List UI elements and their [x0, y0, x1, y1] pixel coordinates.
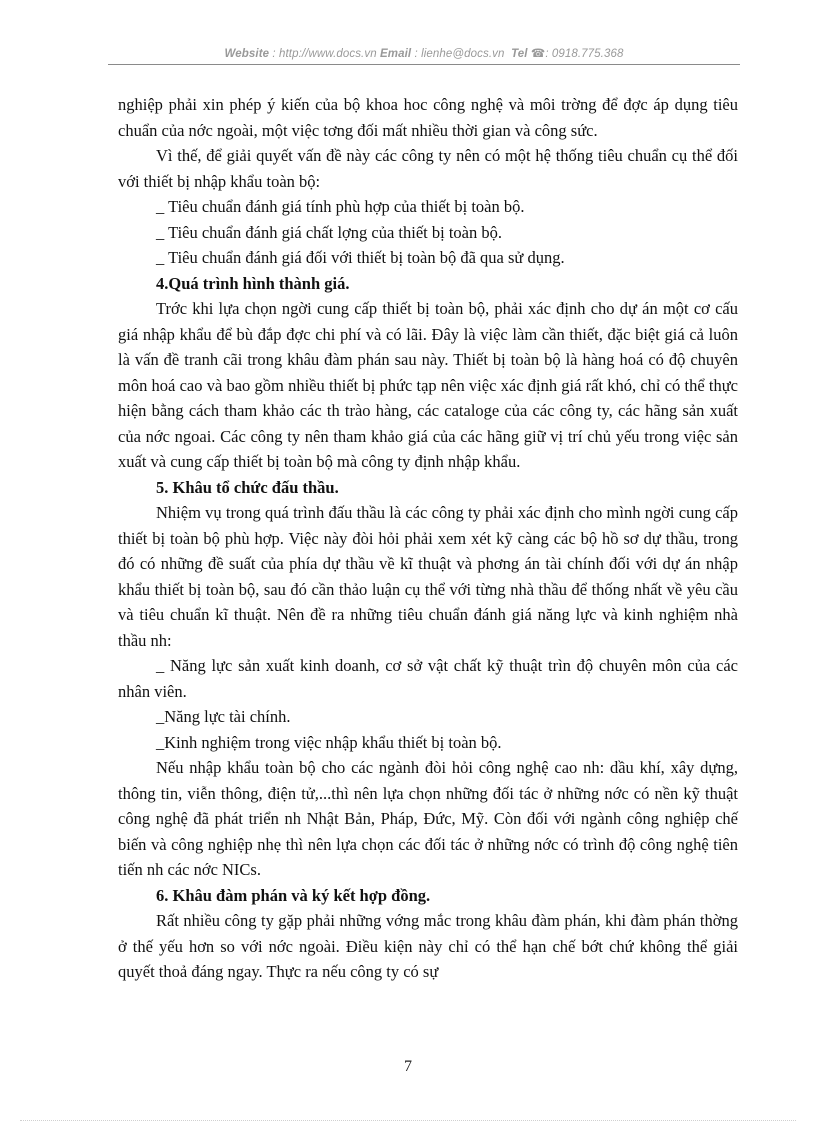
email-label: Email [380, 48, 412, 60]
paragraph: Nhiệm vụ trong quá trình đấu thầu là các công ty phải xác định cho mình ngời cung cấp thiết bị toàn bộ phù hợp. Việc này đòi hỏi phải xem xét kỹ càng các bộ hồ sơ dự thầu, trong đó có những đề suất của phía dự thầu về kĩ thuật và phơng án tài chính đối với dự án nhập khẩu thiết bị toàn bộ, sau đó cần thảo luận cụ thể với từng nhà thầu để thống nhất về yêu cầu và tiêu chuẩn kĩ thuật. Nên đề ra những tiêu chuẩn đánh giá năng lực và kinh nghiệm nhà thầu nh: [118, 503, 738, 650]
website-separator: : [269, 48, 280, 60]
header-divider [108, 64, 740, 65]
paragraph: Rất nhiều công ty gặp phải những vớng mắc trong khâu đàm phán, khi đàm phán thờng ở thế yếu hơn so với nớc ngoài. Điều kiện này chỉ có thể hạn chế bớt chứ không thể giải quyết thoả đáng ngay. Thực ra nếu công ty có sự [118, 911, 738, 981]
paragraph: Nếu nhập khẩu toàn bộ cho các ngành đòi hỏi công nghệ cao nh: dầu khí, xây dựng, thông tin, viễn thông, điện tử,...thì nên lựa chọn những đối tác ở những nớc có nền kỹ thuật công nghệ đã phát triển nh Nhật Bản, Pháp, Đức, Mỹ. Còn đối với ngành công nghiệp chế biến và công nghiệp nhẹ thì nên lựa chọn các đối tác ở những nớc có trình độ công nghệ tiên tiến nh các nớc NICs. [118, 758, 738, 879]
section-heading-4: 4.Quá trình hình thành giá. [156, 273, 350, 293]
list-item: _ Tiêu chuẩn đánh giá chất lợng của thiết bị toàn bộ. [156, 222, 502, 242]
list-item: _ Tiêu chuẩn đánh giá tính phù hợp của thiết bị toàn bộ. [156, 197, 525, 216]
tel-number: 0918.775.368 [551, 48, 624, 60]
list-item: _ Năng lực sản xuất kinh doanh, cơ sở vật chất kỹ thuật trìn độ chuyên môn của các nhân viên. [118, 656, 738, 701]
website-label: Website [224, 48, 270, 60]
section-heading-5: 5. Khâu tổ chức đấu thầu. [156, 477, 339, 497]
section-heading-6: 6. Khâu đàm phán và ký kết hợp đồng. [156, 885, 431, 905]
page-header [108, 46, 740, 60]
list-item: _Năng lực tài chính. [156, 707, 291, 726]
email-separator: : [411, 48, 422, 60]
list-item: _Kinh nghiệm trong việc nhập khẩu thiết bị toàn bộ. [156, 732, 502, 752]
page-body [118, 92, 738, 985]
page-number: 7 [404, 1058, 412, 1075]
phone-icon: ☎ [530, 48, 546, 60]
paragraph: Trớc khi lựa chọn ngời cung cấp thiết bị toàn bộ, phải xác định cho dự án một cơ cấu giá nhập khẩu để bù đắp đợc chi phí và có lãi. Đây là việc làm cần thiết, đặc biệt giá cả luôn là vấn đề tranh cãi trong khâu đàm phán sau này. Thiết bị toàn bộ là hàng hoá có độ chuyên môn hoá cao và bao gồm nhiều thiết bị phức tạp nên việc xác định giá rất khó, chỉ có thể thực hiện bằng cách tham khảo các th trào hàng, các cataloge của các công ty, các hãng sản xuất của nớc ngoai. Các công ty nên tham khảo giá của các hãng giữ vị trí chủ yếu trong việc sản xuất và cung cấp thiết bị toàn bộ mà công ty định nhập khẩu. [118, 299, 738, 471]
email-address[interactable]: lienhe@docs.vn [421, 48, 505, 60]
page-bottom-border [20, 1120, 796, 1121]
tel-separator: : [545, 48, 552, 60]
website-url[interactable]: http://www.docs.vn [279, 48, 377, 60]
tel-label: Tel [511, 48, 528, 60]
paragraph-continuation: nghiệp phải xin phép ý kiến của bộ khoa hoc công nghệ và môi trờng để đợc áp dụng tiêu chuẩn của nớc ngoài, một việc tơng đối mất nhiều thời gian và công sức. [118, 95, 738, 140]
list-item: _ Tiêu chuẩn đánh giá đối với thiết bị toàn bộ đã qua sử dụng. [156, 248, 565, 267]
paragraph: Vì thế, để giải quyết vấn đề này các công ty nên có một hệ thống tiêu chuẩn cụ thể đối với thiết bị nhập khẩu toàn bộ: [118, 146, 738, 191]
